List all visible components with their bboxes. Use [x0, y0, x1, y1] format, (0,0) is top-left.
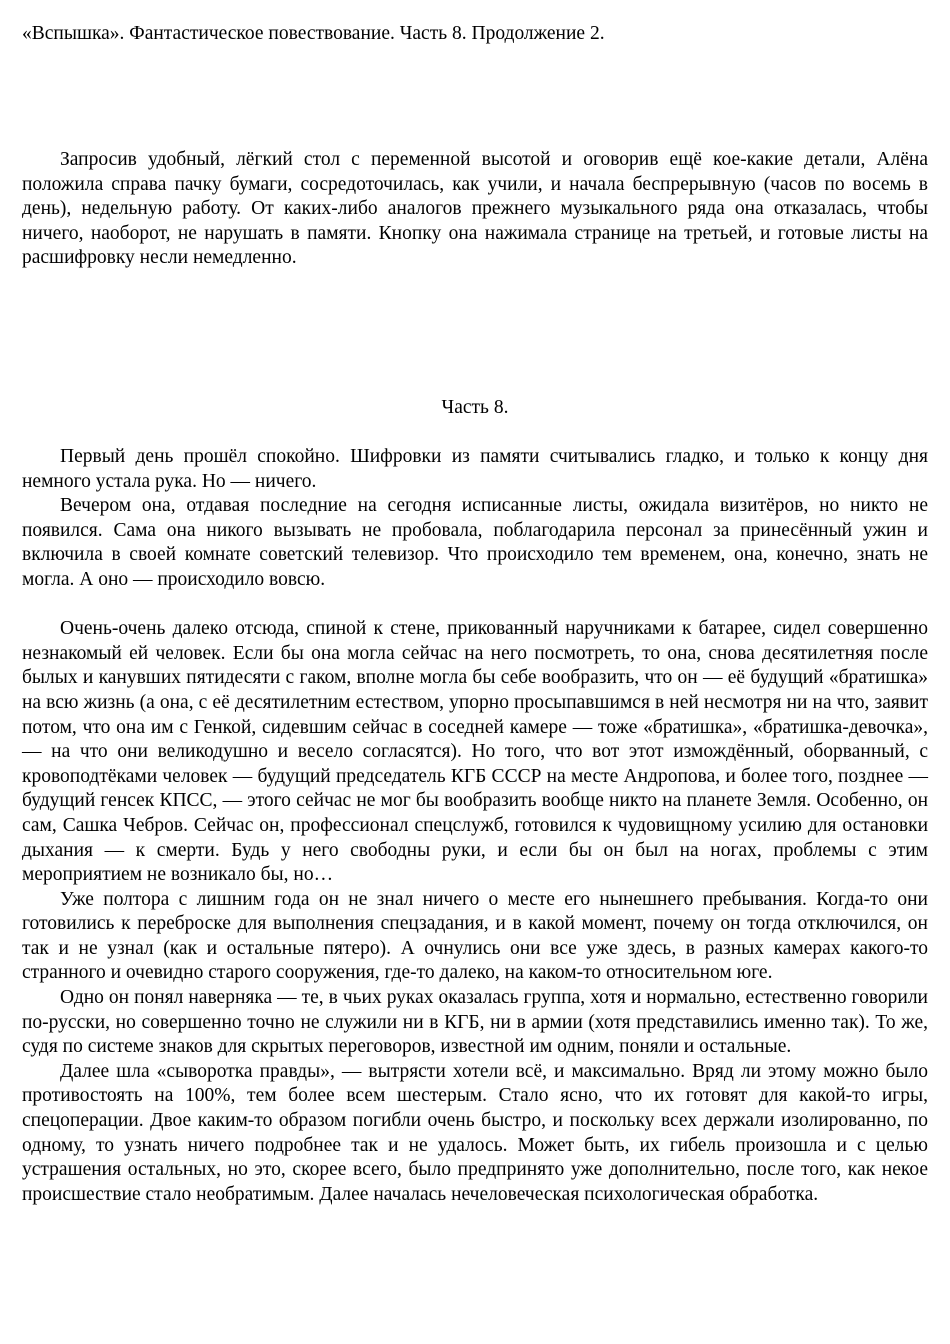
- chapter-title: Часть 8.: [441, 397, 509, 418]
- intro-paragraph: Запросив удобный, лёгкий стол с переменной высотой и оговорив ещё кое-какие детали, Алёна положила справа пачку бумаги, сосредоточилась, как учили, и начала беспрерывную (часов по восемь в день), недельную работу. От каких-либо аналогов прежнего музыкального ряда она отказалась, чтобы ничего, наоборот, не нарушать в памяти. Кнопку она нажимала странице на третьей, и готовые листы на расшифровку несли немедленно.: [22, 149, 928, 269]
- body-paragraph-2: Вечером она, отдавая последние на сегодня исписанные листы, ожидала визитёров, но никто не появился. Сама она никого вызывать не пробовала, поблагодарила персонал за принесённый ужин и включила в своей комнате советский телевизор. Что происходило тем временем, она, конечно, знать не могла. А оно — происходило вовсю.: [22, 495, 928, 590]
- body-paragraph-1: Первый день прошёл спокойно. Шифровки из памяти считывались гладко, и только к концу дня немного устала рука. Но — ничего.: [22, 446, 928, 492]
- body-paragraph-6: Далее шла «сыворотка правды», — вытрясти хотели всё, и максимально. Вряд ли этому можно было противостоять на 100%, тем более всем шестерым. Стало ясно, что их готовят для какой-то игры, спецоперации. Двое каким-то образом погибли очень быстро, и поскольку всех держали изолированно, по одному, то узнать ничего подробнее так и не удалось. Может быть, их гибель произошла и с целью устрашения остальных, но это, скорее всего, было предпринято уже дополнительно, после того, как некое происшествие стало необратимым. Далее началась нечеловеческая психологическая обработка.: [22, 1060, 928, 1205]
- body-paragraph-4: Уже полтора с лишним года он не знал ничего о месте его нынешнего пребывания. Когда-то они готовились к переброске для выполнения спецзадания, и в какой момент, почему он тогда отключился, он так и не узнал (как и остальные пятеро). А очнулись они все уже здесь, в разных камерах какого-то странного и очевидно старого сооружения, где-то далеко, на каком-то относительном юге.: [22, 888, 928, 984]
- intro-section: [22, 148, 928, 271]
- body-paragraph-5: Одно он понял наверняка — те, в чьих руках оказалась группа, хотя и нормально, естественно говорили по-русски, но совершенно точно не служили ни в КГБ, ни в армии (хотя представились именно так). То же, судя по системе знаков для скрытых переговоров, известной им одним, поняли и остальные.: [22, 987, 928, 1058]
- page-header: «Вспышка». Фантастическое повествование. Часть 8. Продолжение 2.: [22, 23, 605, 44]
- body-paragraph-3: Очень-очень далеко отсюда, спиной к стене, прикованный наручниками к батарее, сидел совершенно незнакомый ей человек. Если бы она могла сейчас на него посмотреть, то она, снова десятилетняя после былых и канувших пятидесяти с гаком, вполне могла бы себе вообразить, что он — её будущий «братишка» на всю жизнь (а она, с её десятилетним естеством, упорно просыпавшимся в ней несмотря ни на что, заявит потом, что она им с Генкой, сидевшим сейчас в соседней камере — тоже «братишка», «братишка-девочка», — на что они великодушно и весело согласятся). Но того, что вот этот измождённый, оборванный, с кровоподтёками человек — будущий председатель КГБ СССР на месте Андропова, и более того, позднее — будущий генсек КПСС, — этого сейчас не мог бы вообразить вообще никто на планете Земля. Особенно, он сам, Сашка Чебров. Сейчас он, профессионал спецслужб, готовился к чудовищному усилию для остановки дыхания — к смерти. Будь у него свободны руки, и если бы он был на ногах, проблемы с этим мероприятием не возникало бы, но…: [22, 618, 928, 886]
- chapter-body: [22, 445, 928, 1207]
